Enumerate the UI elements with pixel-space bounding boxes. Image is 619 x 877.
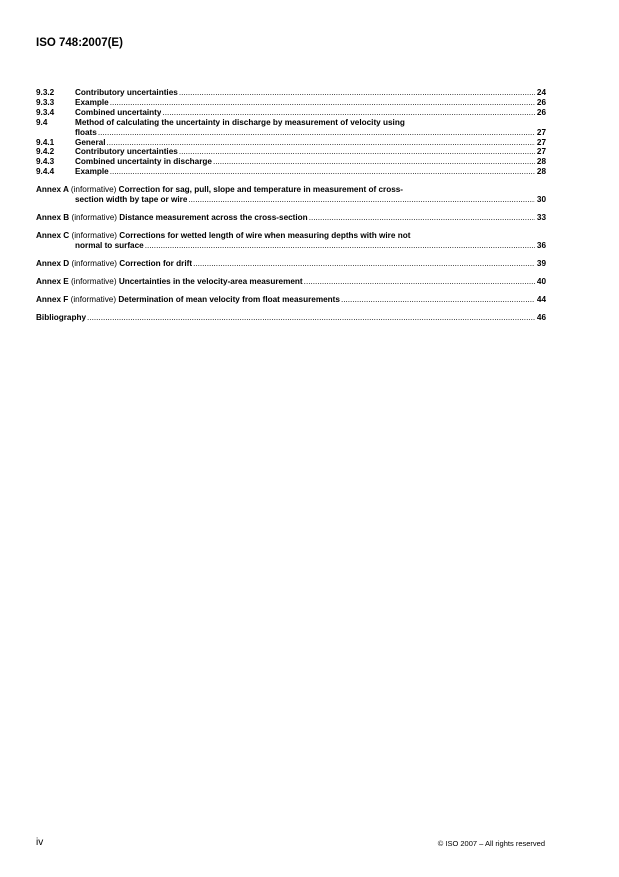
annex-title-cont: normal to surface xyxy=(75,240,144,250)
toc-entry-page: 27 xyxy=(536,127,546,137)
toc-entry-page: 28 xyxy=(536,167,546,177)
toc-bibliography[interactable] xyxy=(36,313,546,323)
annex-kind: (informative) xyxy=(70,294,117,304)
document-header: ISO 748:2007(E) xyxy=(36,37,123,49)
leader-dots xyxy=(304,277,535,287)
leader-dots xyxy=(110,98,535,108)
annex-id: Annex B xyxy=(36,213,70,223)
annex-page: 44 xyxy=(536,294,546,304)
leader-dots xyxy=(193,259,535,269)
toc-entry[interactable] xyxy=(36,147,546,157)
toc-entry-title: Contributory uncertainties xyxy=(75,147,178,157)
toc-entry[interactable] xyxy=(36,118,546,128)
toc-entry-title: Example xyxy=(75,97,109,107)
toc-annex-d[interactable] xyxy=(36,259,546,269)
toc-entry[interactable] xyxy=(36,157,546,167)
annex-kind: (informative) xyxy=(70,185,117,195)
annex-title: Corrections for wetted length of wire when measuring depths with wire not xyxy=(119,230,411,240)
annex-page: 36 xyxy=(536,240,546,250)
toc-entry-page: 24 xyxy=(536,88,546,97)
annex-title-cont: section width by tape or wire xyxy=(75,195,188,205)
toc-entry-title: Contributory uncertainties xyxy=(75,88,178,97)
toc-entry-page: 26 xyxy=(536,107,546,117)
leader-dots xyxy=(309,213,535,223)
toc-entry[interactable] xyxy=(36,108,546,118)
annex-page: 39 xyxy=(536,258,546,268)
toc-entry-number: 9.4.1 xyxy=(36,137,55,147)
annex-kind: (informative) xyxy=(71,258,117,268)
annex-id: Annex A xyxy=(36,185,69,195)
toc-annex-b[interactable] xyxy=(36,213,546,223)
toc-entry-page: 28 xyxy=(536,157,546,167)
toc-entry-continuation[interactable] xyxy=(36,128,546,138)
toc-entry[interactable] xyxy=(36,88,546,98)
annex-title: Determination of mean velocity from float measurements xyxy=(118,294,340,304)
footer-copyright: © ISO 2007 – All rights reserved xyxy=(437,839,545,848)
annex-id: Annex F xyxy=(36,294,69,304)
annex-kind: (informative) xyxy=(71,276,117,286)
toc-annex-a[interactable] xyxy=(36,185,546,205)
annex-title: Distance measurement across the cross-section xyxy=(119,213,308,223)
toc-entry-number: 9.3.4 xyxy=(36,107,55,117)
toc-entry-title: Method of calculating the uncertainty in discharge by measurement of velocity using xyxy=(75,117,405,127)
leader-dots xyxy=(179,88,535,98)
annex-id: Annex C xyxy=(36,230,70,240)
leader-dots xyxy=(188,195,535,205)
leader-dots xyxy=(179,147,535,157)
toc-annex-e[interactable] xyxy=(36,277,546,287)
annex-title: Correction for sag, pull, slope and temperature in measurement of cross- xyxy=(118,185,404,195)
toc-entry-number: 9.3.2 xyxy=(36,88,55,97)
annex-title: Uncertainties in the velocity-area measurement xyxy=(118,276,303,286)
leader-dots xyxy=(87,313,535,323)
toc-entry-number: 9.4.4 xyxy=(36,167,55,177)
leader-dots xyxy=(162,108,535,118)
annex-page: 40 xyxy=(536,276,546,286)
toc-entry-title: General xyxy=(75,137,106,147)
toc-annex-c[interactable] xyxy=(36,231,546,251)
toc-entry-title: Example xyxy=(75,167,109,177)
toc-entry-number: 9.4.3 xyxy=(36,157,55,167)
toc-entry[interactable] xyxy=(36,167,546,177)
leader-dots xyxy=(145,241,535,251)
toc-entry-number: 9.3.3 xyxy=(36,97,55,107)
annex-page: 30 xyxy=(536,195,546,205)
leader-dots xyxy=(341,295,535,305)
leader-dots xyxy=(98,128,535,138)
footer-page-number: iv xyxy=(36,837,44,848)
annex-title: Correction for drift xyxy=(119,258,193,268)
toc-entry-number: 9.4.2 xyxy=(36,147,55,157)
leader-dots xyxy=(107,138,536,148)
toc-entry-title-cont: floats xyxy=(75,127,97,137)
annex-id: Annex E xyxy=(36,276,69,286)
annex-kind: (informative) xyxy=(71,213,117,223)
annex-id: Annex D xyxy=(36,258,70,268)
toc-entry-page: 26 xyxy=(536,97,546,107)
toc-annex-f[interactable] xyxy=(36,295,546,305)
leader-dots xyxy=(110,167,535,177)
annex-kind: (informative) xyxy=(71,230,117,240)
annex-page: 33 xyxy=(536,213,546,223)
bibliography-page: 46 xyxy=(536,312,546,322)
toc-entry-title: Combined uncertainty xyxy=(75,107,162,117)
bibliography-title: Bibliography xyxy=(36,312,87,322)
table-of-contents xyxy=(36,88,546,323)
toc-entry-number: 9.4 xyxy=(36,117,48,127)
toc-entry-title: Combined uncertainty in discharge xyxy=(75,157,212,167)
toc-entry[interactable] xyxy=(36,138,546,148)
toc-entry[interactable] xyxy=(36,98,546,108)
toc-entry-page: 27 xyxy=(536,147,546,157)
leader-dots xyxy=(213,157,535,167)
toc-entry-page: 27 xyxy=(536,137,546,147)
